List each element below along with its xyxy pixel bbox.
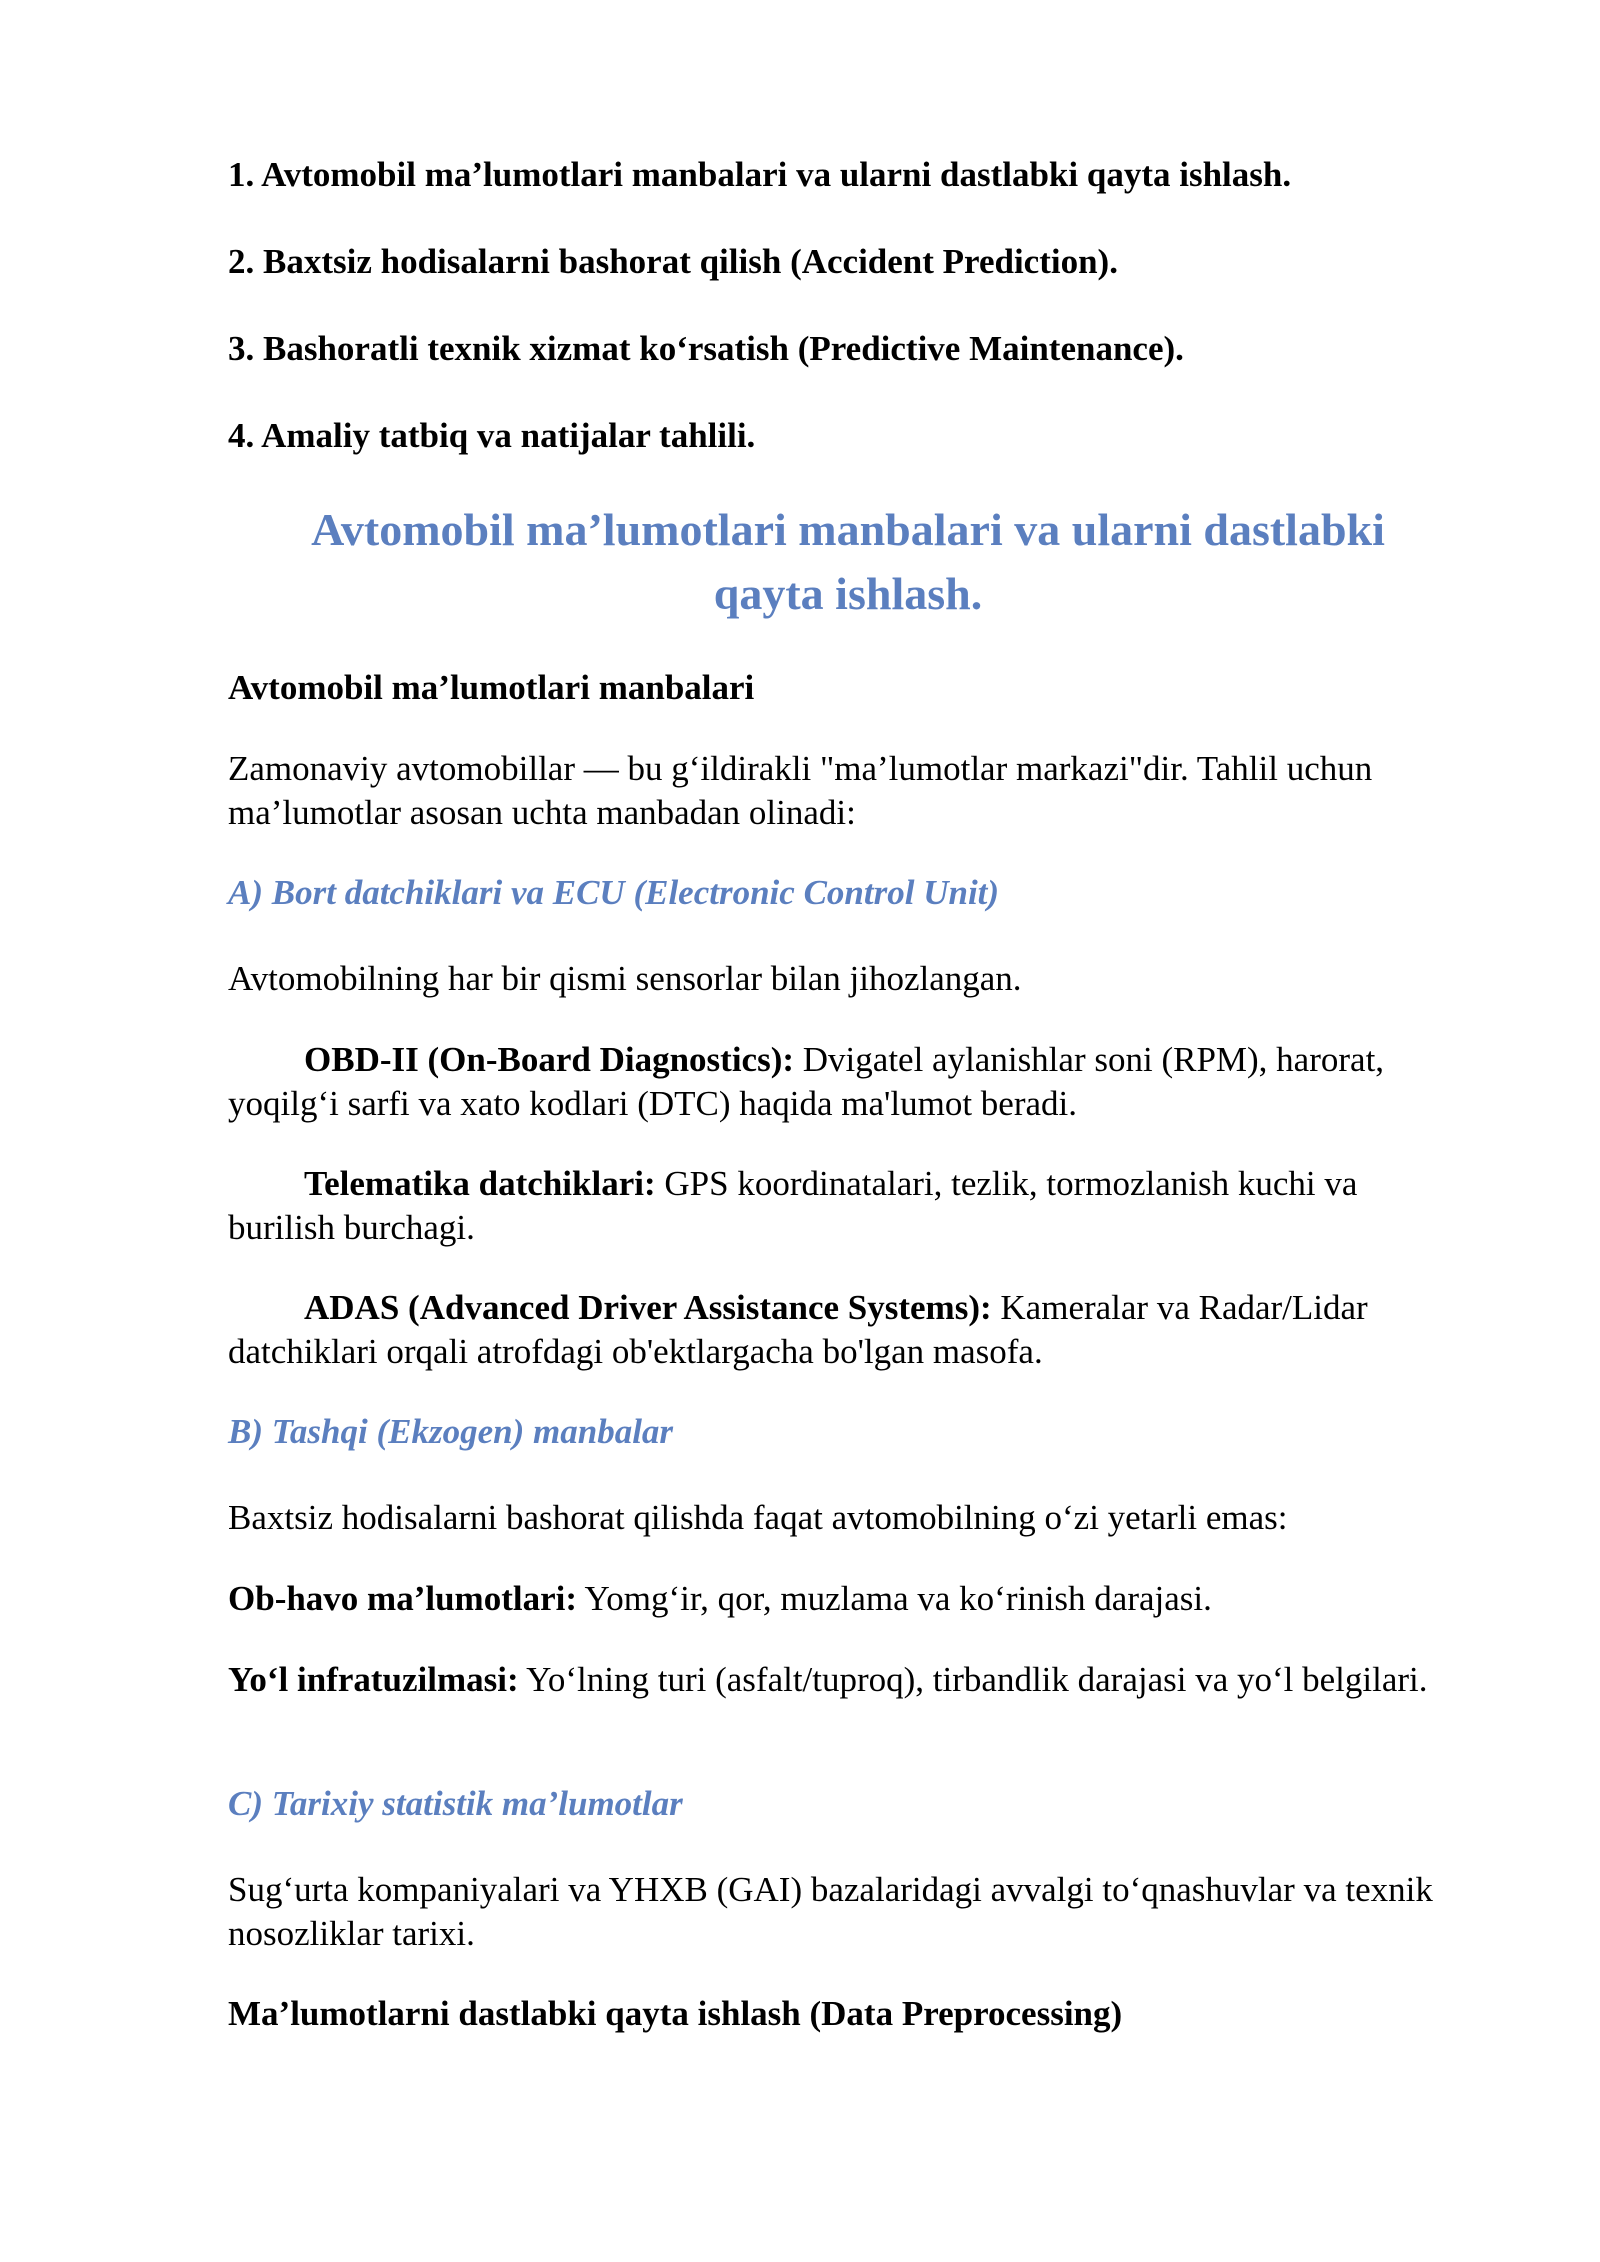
section-b-text: Baxtsiz hodisalarni bashorat qilishda faqat avtomobilning o‘zi yetarli emas: [228,1498,1288,1537]
telematics-item [228,1162,1468,1250]
toc-item-1: 1. Avtomobil ma’lumotlari manbalari va ularni dastlabki qayta ishlash. [228,155,1292,194]
infrastructure-term: Yo‘l infratuzilmasi: [228,1660,519,1699]
adas-term: ADAS (Advanced Driver Assistance Systems): [304,1288,992,1327]
section-a-label: A) Bort datchiklari va ECU (Electronic Control Unit) [228,873,1000,912]
weather-desc: Yomg‘ir, qor, muzlama va ko‘rinish darajasi. [577,1579,1212,1618]
adas-desc: Kameralar va Radar/Lidar datchiklari orqali atrofdagi ob'ektlargacha bo'lgan masofa. [228,1288,1368,1371]
preprocessing-heading: Ma’lumotlarni dastlabki qayta ishlash (Data Preprocessing) [228,1994,1123,2033]
main-heading-line-1: Avtomobil ma’lumotlari manbalari va ularni dastlabki [311,504,1385,555]
intro-paragraph: Zamonaviy avtomobillar — bu g‘ildirakli "ma’lumotlar markazi"dir. Tahlil uchun ma’lumotlar asosan uchta manbadan olinadi: [228,749,1373,832]
obd-desc: Dvigatel aylanishlar soni (RPM), harorat, yoqilg‘i sarfi va xato kodlari (DTC) haqida ma'lumot beradi. [228,1040,1385,1123]
telematics-term: Telematika datchiklari: [304,1164,656,1203]
infrastructure-item [228,1658,1468,1702]
toc-item-3: 3. Bashoratli texnik xizmat ko‘rsatish (Predictive Maintenance). [228,329,1184,368]
infrastructure-desc: Yo‘lning turi (asfalt/tuproq), tirbandlik darajasi va yo‘l belgilari. [518,1660,1428,1699]
section-a-text: Avtomobilning har bir qismi sensorlar bilan jihozlangan. [228,959,1022,998]
weather-term: Ob-havo ma’lumotlari: [228,1579,578,1618]
weather-item [228,1577,1468,1621]
section-c-label: C) Tarixiy statistik ma’lumotlar [228,1784,683,1823]
obd-item [228,1038,1468,1126]
main-heading-line-2: qayta ishlash. [713,568,983,619]
toc-item-4: 4. Amaliy tatbiq va natijalar tahlili. [228,416,756,455]
telematics-desc: GPS koordinatalari, tezlik, tormozlanish kuchi va burilish burchagi. [228,1164,1358,1247]
sources-heading: Avtomobil ma’lumotlari manbalari [228,668,755,707]
obd-term: OBD-II (On-Board Diagnostics): [304,1040,795,1079]
section-b-label: B) Tashqi (Ekzogen) manbalar [228,1412,674,1451]
adas-item [228,1286,1468,1374]
main-heading [228,498,1468,626]
toc-item-2: 2. Baxtsiz hodisalarni bashorat qilish (Accident Prediction). [228,242,1118,281]
section-c-text: Sug‘urta kompaniyalari va YHXB (GAI) bazalaridagi avvalgi to‘qnashuvlar va texnik nosozliklar tarixi. [228,1870,1433,1953]
